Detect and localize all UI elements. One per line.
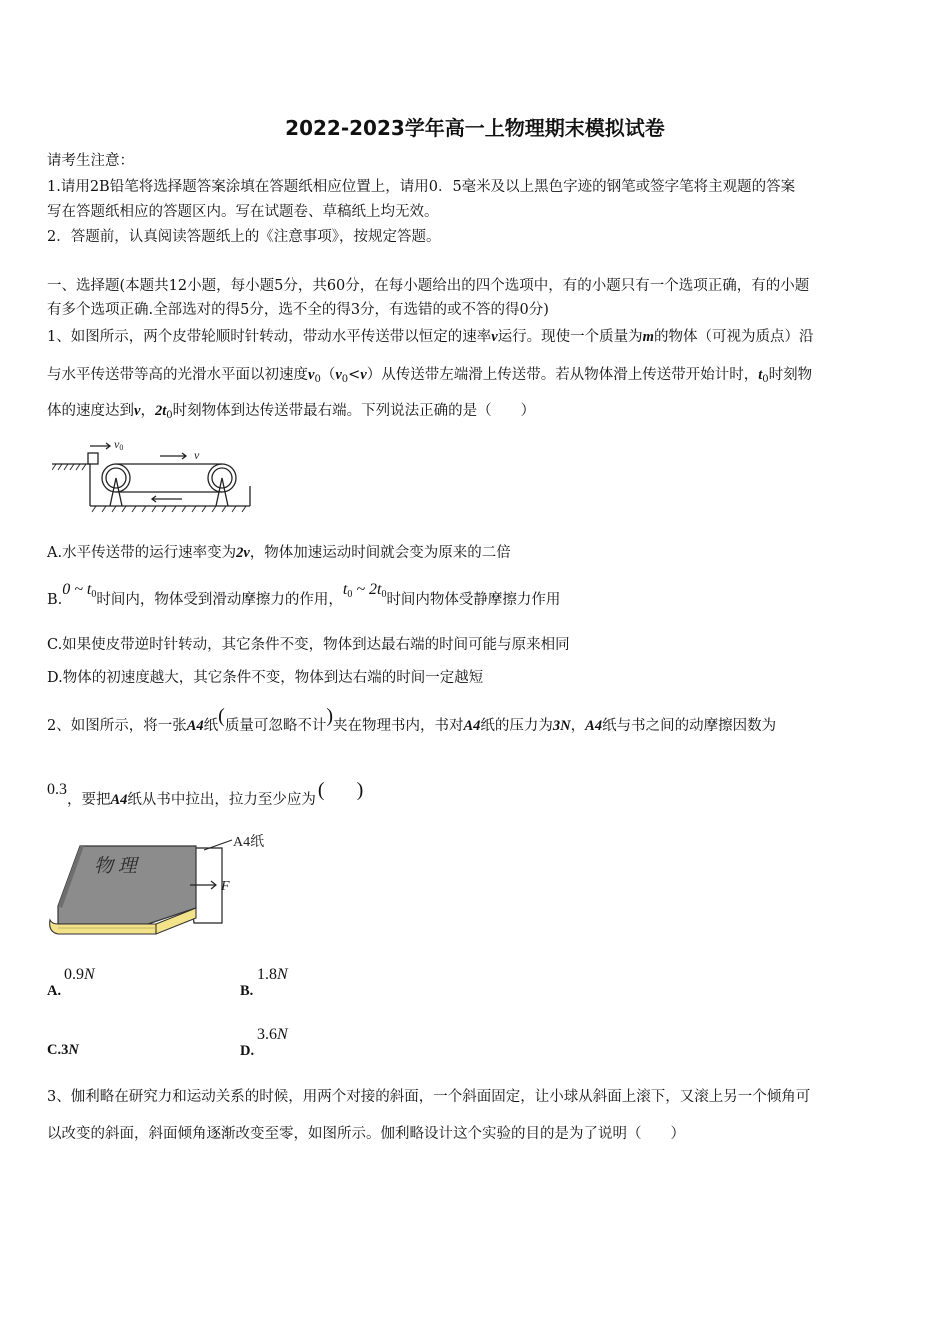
q1-option-d[interactable]: D.物体的初速度越大，其它条件不变，物体到达右端的时间一定越短: [47, 670, 484, 686]
q2-option-b[interactable]: B. 1.8N: [240, 966, 288, 999]
question-1-text: 体的速度达到v，$2t_0$时刻物体到达传送带最右端。下列说法正确的是（ ）: [47, 403, 536, 421]
force-label: F: [221, 879, 230, 894]
q1-option-b[interactable]: B.0 ~ $t_0$时间内，物体受到滑动摩擦力的作用，$t_0$ ~ $2t_0$时间内物体受静摩擦力作用: [47, 581, 561, 608]
question-2-text: 0.3，要把A4纸从书中拉出，拉力至少应为 ( ): [47, 779, 364, 808]
question-2-text: 2、如图所示，将一张A4纸(质量可忽略不计)夹在物理书内，书对A4纸的压力为3N，A4纸与书之间的动摩擦因数为: [47, 705, 777, 734]
v-label: v: [194, 448, 200, 462]
notice-line: 写在答题纸相应的答题区内。写在试题卷、草稿纸上均无效。: [47, 204, 439, 220]
q2-option-c[interactable]: C.3N: [47, 1042, 79, 1058]
paper-label: A4纸: [233, 835, 265, 850]
q1-option-c[interactable]: C.如果使皮带逆时针转动，其它条件不变，物体到达最右端的时间可能与原来相同: [47, 637, 570, 653]
question-1-text: 1、如图所示，两个皮带轮顺时针转动，带动水平传送带以恒定的速率v运行。现使一个质量为m的物体（可视为质点）沿: [47, 329, 814, 345]
q2-option-a[interactable]: A. 0.9N: [47, 966, 95, 999]
section-heading: 有多个选项正确.全部选对的得5分，选不全的得3分，有选错的或不答的得0分): [47, 302, 549, 318]
question-3-text: 以改变的斜面，斜面倾角逐渐改变至零，如图所示。伽利略设计这个实验的目的是为了说明（ ）: [47, 1126, 685, 1142]
q2-option-d[interactable]: D. 3.6N: [240, 1026, 288, 1059]
book-title: 物 理: [94, 856, 137, 877]
question-1-text: 与水平传送带等高的光滑水平面以初速度$v_0(v_0<v)$从传送带左端滑上传送带。若从物体滑上传送带开始计时，$t_0$时刻物: [47, 367, 813, 385]
section-heading: 一、选择题(本题共12小题，每小题5分，共60分，在每小题给出的四个选项中，有的小题只有一个选项正确，有的小题: [47, 278, 810, 294]
question-3-text: 3、伽利略在研究力和运动关系的时候，用两个对接的斜面，一个斜面固定，让小球从斜面上滚下，又滚上另一个倾角可: [47, 1089, 811, 1105]
q1-option-a[interactable]: A.水平传送带的运行速率变为2v，物体加速运动时间就会变为原来的二倍: [47, 545, 511, 561]
notice-line: 2．答题前，认真阅读答题纸上的《注意事项》，按规定答题。: [47, 229, 441, 245]
notice-heading: 请考生注意：: [47, 153, 134, 169]
conveyor-belt-figure: [52, 436, 262, 516]
notice-line: 1.请用2B铅笔将选择题答案涂填在答题纸相应位置上，请用0．5毫米及以上黑色字迹的钢笔或签字笔将主观题的答案: [47, 179, 796, 195]
book-figure: [44, 828, 284, 940]
page-title: 2022-2023学年高一上物理期末模拟试卷: [285, 116, 665, 140]
v0-label: v0: [114, 437, 124, 452]
